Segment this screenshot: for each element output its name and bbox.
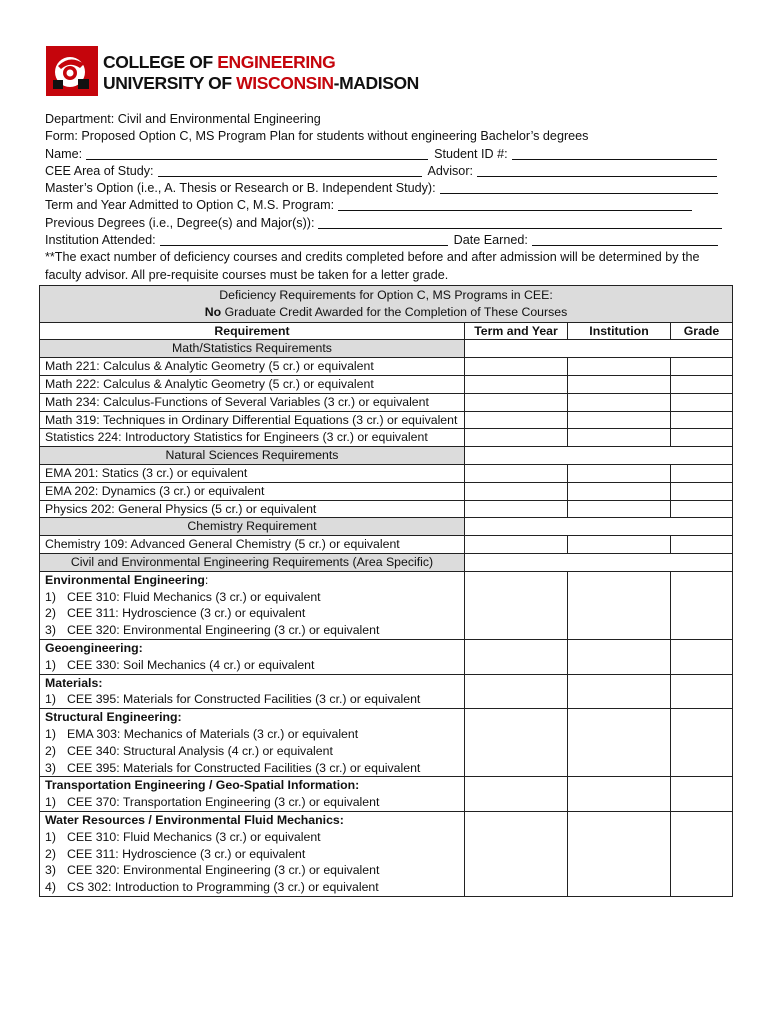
course-requirement: EMA 201: Statics (3 cr.) or equivalent [40,464,465,482]
table-title-line2: No Graduate Credit Awarded for the Completion of These Courses [204,304,568,319]
term-cell[interactable] [465,500,568,518]
table-title-row [40,286,733,323]
institution-cell[interactable] [568,429,671,447]
term-cell[interactable] [465,709,568,777]
table-row [40,536,733,554]
grade-cell[interactable] [671,709,733,777]
section-heading-blank [465,447,733,465]
list-item: 4) CS 302: Introduction to Programming (3 cr.) or equivalent [45,880,379,895]
department-line [45,111,735,128]
grade-cell[interactable] [671,358,733,376]
list-item: 1) EMA 303: Mechanics of Materials (3 cr.) or equivalent [45,726,359,741]
institution-cell[interactable] [568,482,671,500]
degrees-field[interactable] [318,215,722,229]
table-row [40,375,733,393]
term-cell[interactable] [465,393,568,411]
area-group-cell [40,811,465,896]
table-title [40,286,733,323]
institution-cell[interactable] [568,358,671,376]
term-label: Term and Year Admitted to Option C, M.S. Program: [45,198,335,213]
form-line [45,128,735,145]
degrees-label: Previous Degrees (i.e., Degree(s) and Major(s)): [45,215,315,230]
area-group-row [40,709,733,777]
area-group-title: Geoengineering: [45,640,143,655]
table-row [40,393,733,411]
list-item: 1) CEE 330: Soil Mechanics (4 cr.) or equivalent [45,657,315,672]
term-cell[interactable] [465,482,568,500]
course-requirement: Math 221: Calculus & Analytic Geometry (5 cr.) or equivalent [40,358,465,376]
area-group-cell [40,571,465,639]
institution-cell[interactable] [568,639,671,674]
list-item: 3) CEE 320: Environmental Engineering (3 cr.) or equivalent [45,863,380,878]
table-row [40,358,733,376]
list-item: 1) CEE 370: Transportation Engineering (3 cr.) or equivalent [45,795,380,810]
list-item: 1) CEE 310: Fluid Mechanics (3 cr.) or equivalent [45,829,321,844]
name-field[interactable] [86,146,428,160]
area-group-row [40,674,733,709]
term-cell[interactable] [465,411,568,429]
form-title-text: Form: Proposed Option C, MS Program Plan for students without engineering Bachelor’s degrees [45,129,589,144]
list-item: 3) CEE 395: Materials for Constructed Facilities (3 cr.) or equivalent [45,760,421,775]
area-group-title: Water Resources / Environmental Fluid Mechanics: [45,812,344,827]
course-requirement: EMA 202: Dynamics (3 cr.) or equivalent [40,482,465,500]
table-row [40,429,733,447]
advisor-field[interactable] [477,163,717,177]
grade-cell[interactable] [671,500,733,518]
institution-cell[interactable] [568,464,671,482]
list-item: 2) CEE 340: Structural Analysis (4 cr.) or equivalent [45,743,333,758]
date-earned-label: Date Earned: [453,233,528,248]
term-cell[interactable] [465,375,568,393]
institution-label: Institution Attended: [45,233,156,248]
institution-cell[interactable] [568,674,671,709]
grade-cell[interactable] [671,777,733,812]
institution-cell[interactable] [568,375,671,393]
institution-cell[interactable] [568,571,671,639]
option-field[interactable] [440,180,718,194]
section-heading-row [40,553,733,571]
term-cell[interactable] [465,358,568,376]
list-item: 2) CEE 311: Hydroscience (3 cr.) or equivalent [45,846,306,861]
term-cell[interactable] [465,536,568,554]
area-group-cell [40,709,465,777]
column-header-row [40,322,733,340]
course-requirement: Physics 202: General Physics (5 cr.) or equivalent [40,500,465,518]
area-group-row [40,777,733,812]
institution-cell[interactable] [568,777,671,812]
section-heading-row [40,340,733,358]
area-group-title: Materials: [45,675,103,690]
section-heading: Natural Sciences Requirements [40,447,465,465]
area-group-cell [40,639,465,674]
student-id-label: Student ID #: [434,146,508,161]
grade-cell[interactable] [671,811,733,896]
section-heading-blank [465,553,733,571]
section-heading: Math/Statistics Requirements [40,340,465,358]
grade-cell[interactable] [671,482,733,500]
area-group-title: Structural Engineering: [45,710,182,725]
grade-cell[interactable] [671,571,733,639]
table-row [40,411,733,429]
institution-cell[interactable] [568,411,671,429]
requirements-table [39,285,733,897]
course-requirement: Math 319: Techniques in Ordinary Differential Equations (3 cr.) or equivalent [40,411,465,429]
course-requirement: Statistics 224: Introductory Statistics for Engineers (3 cr.) or equivalent [40,429,465,447]
area-group-cell [40,777,465,812]
grade-cell[interactable] [671,393,733,411]
term-cell[interactable] [465,571,568,639]
area-group-row [40,811,733,896]
section-heading-row [40,518,733,536]
table-row [40,482,733,500]
col-grade: Grade [671,322,733,340]
institution-cell[interactable] [568,811,671,896]
institution-cell[interactable] [568,500,671,518]
department-text: Department: Civil and Environmental Engineering [45,112,321,126]
institution-cell[interactable] [568,536,671,554]
term-field[interactable] [338,197,692,211]
area-group-cell [40,674,465,709]
grade-cell[interactable] [671,411,733,429]
student-id-field[interactable] [512,146,717,160]
area-label: CEE Area of Study: [45,163,154,178]
option-label: Master’s Option (i.e., A. Thesis or Research or B. Independent Study): [45,181,436,196]
area-group-row [40,639,733,674]
col-institution: Institution [568,322,671,340]
term-cell[interactable] [465,464,568,482]
area-group-row [40,571,733,639]
institution-cell[interactable] [568,393,671,411]
section-heading-blank [465,340,733,358]
institution-field[interactable] [160,232,448,246]
col-requirement: Requirement [40,322,465,340]
institution-cell[interactable] [568,709,671,777]
form-header [45,111,735,284]
area-group-title: Transportation Engineering / Geo-Spatial Information: [45,778,360,793]
course-requirement: Math 222: Calculus & Analytic Geometry (5 cr.) or equivalent [40,375,465,393]
area-group-title: Environmental Engineering: [45,572,209,587]
advisor-note: **The exact number of deficiency courses and credits completed before and after admission will be determined by the faculty advisor. All pre-requisite courses must be taken for a letter grade. [45,250,700,282]
section-heading: Chemistry Requirement [40,518,465,536]
date-earned-field[interactable] [532,232,718,246]
list-item: 2) CEE 311: Hydroscience (3 cr.) or equivalent [45,606,306,621]
grade-cell[interactable] [671,464,733,482]
list-item: 3) CEE 320: Environmental Engineering (3 cr.) or equivalent [45,623,380,638]
term-cell[interactable] [465,811,568,896]
grade-cell[interactable] [671,639,733,674]
grade-cell[interactable] [671,375,733,393]
course-requirement: Math 234: Calculus-Functions of Several Variables (3 cr.) or equivalent [40,393,465,411]
term-cell[interactable] [465,429,568,447]
table-title-line1: Deficiency Requirements for Option C, MS Programs in CEE: [219,288,553,302]
section-heading-row [40,447,733,465]
term-cell[interactable] [465,777,568,812]
term-cell[interactable] [465,674,568,709]
term-cell[interactable] [465,639,568,674]
col-term-year: Term and Year [465,322,568,340]
course-requirement: Chemistry 109: Advanced General Chemistry (5 cr.) or equivalent [40,536,465,554]
section-heading-blank [465,518,733,536]
college-seal-icon [46,46,98,96]
table-row [40,464,733,482]
college-wordmark: COLLEGE OF ENGINEERING UNIVERSITY OF WISCONSIN-MADISON [103,52,419,93]
table-row [40,500,733,518]
list-item: 1) CEE 395: Materials for Constructed Facilities (3 cr.) or equivalent [45,692,421,707]
area-field[interactable] [158,163,422,177]
grade-cell[interactable] [671,536,733,554]
name-label: Name: [45,146,83,161]
grade-cell[interactable] [671,429,733,447]
grade-cell[interactable] [671,674,733,709]
list-item: 1) CEE 310: Fluid Mechanics (3 cr.) or equivalent [45,589,321,604]
advisor-label: Advisor: [427,163,474,178]
section-heading: Civil and Environmental Engineering Requirements (Area Specific) [40,553,465,571]
